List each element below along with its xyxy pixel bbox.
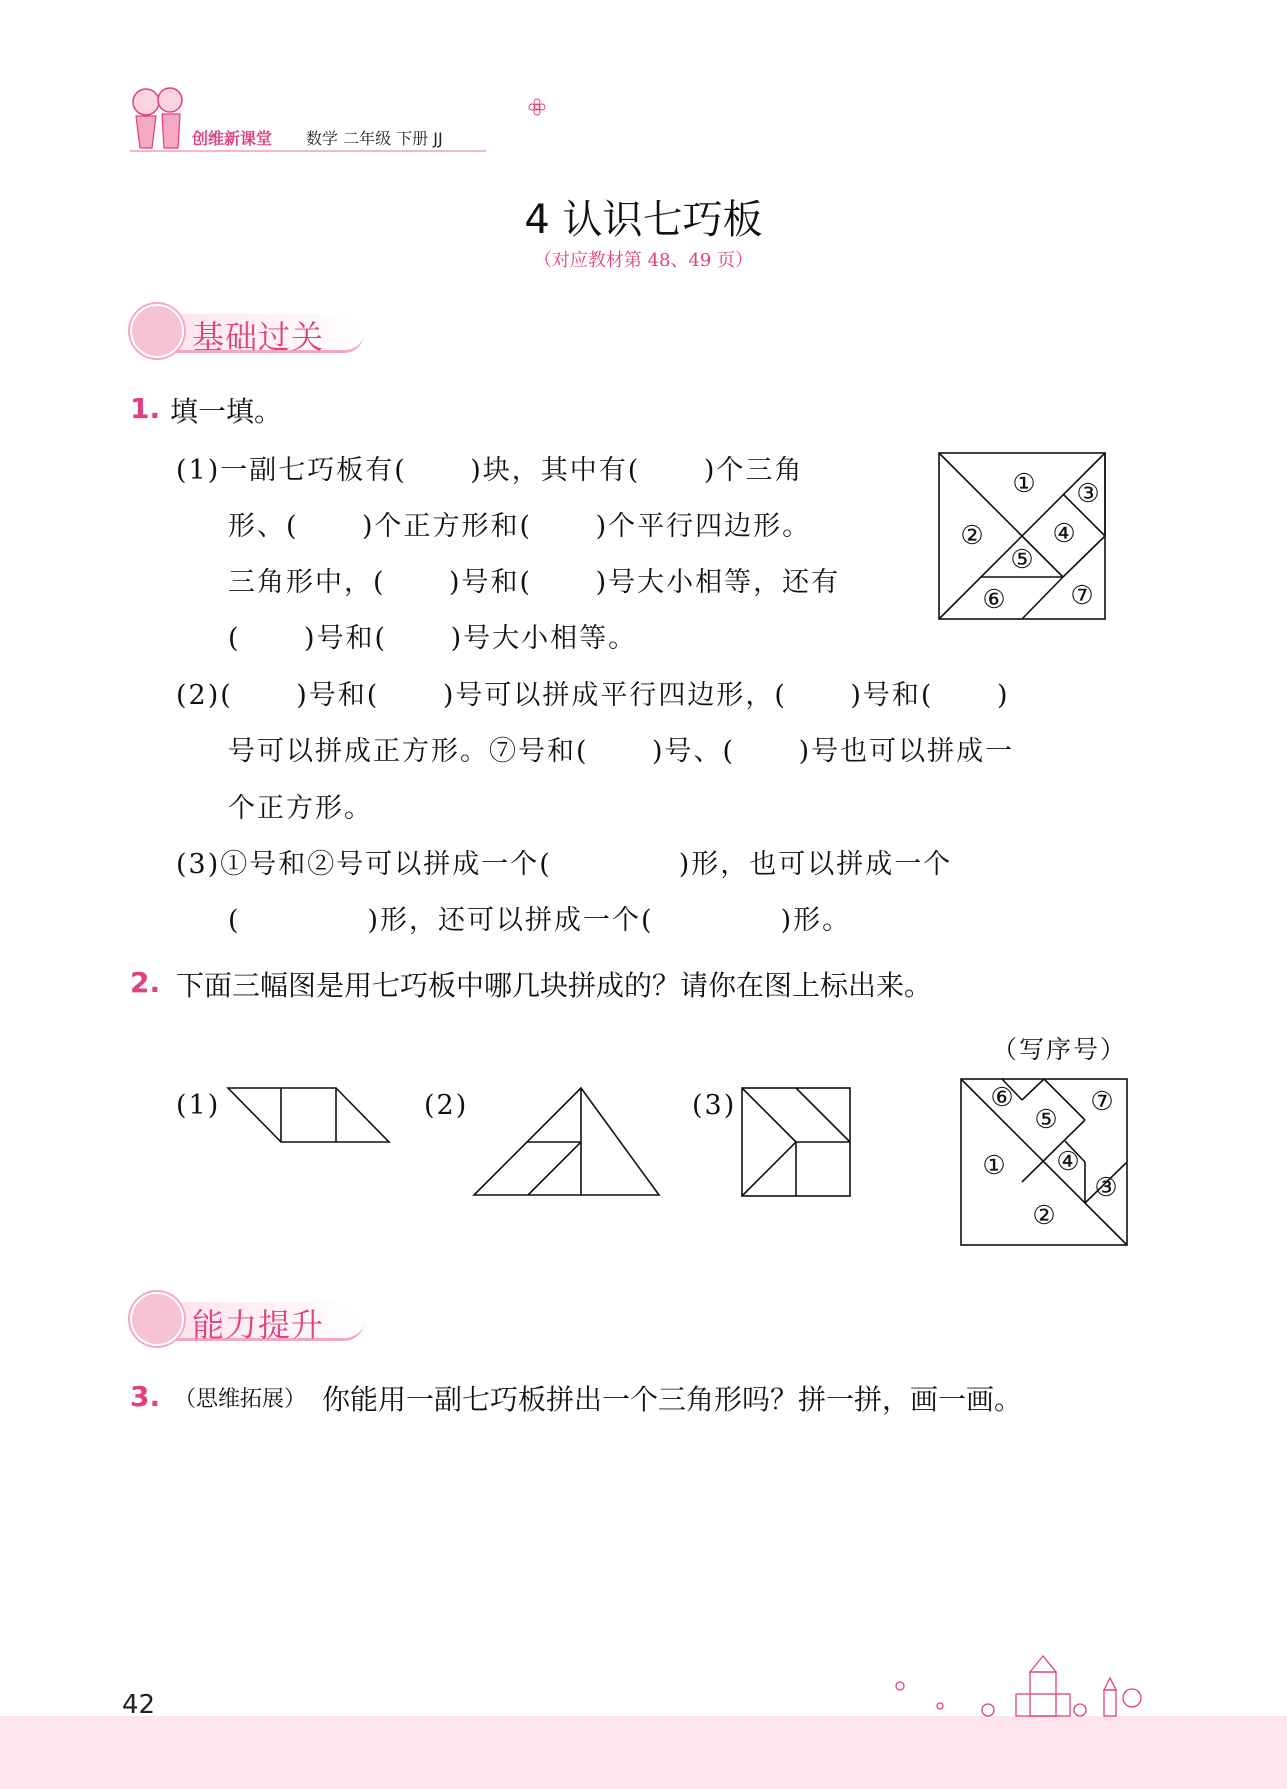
q2-note: （写序号） <box>992 1035 1128 1064</box>
shape-square-figure <box>740 1086 852 1198</box>
section-banner-advanced <box>130 1292 370 1344</box>
shape-triangle-figure <box>472 1086 664 1198</box>
shape-parallelogram-figure <box>226 1086 392 1146</box>
mascot-face-icon <box>130 1292 184 1346</box>
section-title: 基础过关 <box>192 318 325 356</box>
mascot-face-icon <box>130 304 184 358</box>
piece-label: ① <box>1012 469 1036 499</box>
page-title: 4 认识七巧板 <box>524 197 763 243</box>
piece-label: ③ <box>1076 479 1100 509</box>
q1-line: 三角形中，( )号和( )号大小相等，还有 <box>228 567 841 598</box>
piece-label: ⑦ <box>1070 581 1094 611</box>
question-number: 2. <box>130 966 161 999</box>
castle-decoration-icon <box>880 1650 1170 1720</box>
section-title: 能力提升 <box>192 1306 325 1344</box>
page-subtitle: （对应教材第 48、49 页） <box>533 250 754 271</box>
q1-line: (2)( )号和( )号可以拼成平行四边形，( )号和( ) <box>176 680 1010 711</box>
q1-line: ( )形，还可以拼成一个( )形。 <box>228 905 852 936</box>
page-number: 42 <box>122 1690 156 1720</box>
q2-sub-label: (2) <box>424 1090 469 1121</box>
flower-icon <box>528 98 546 116</box>
header-mascot-icon <box>126 80 192 154</box>
q1-line: ( )号和( )号大小相等。 <box>228 623 638 654</box>
question-text: 填一填。 <box>170 395 283 428</box>
question-text: 下面三幅图是用七巧板中哪几块拼成的？请你在图上标出来。 <box>176 969 933 1002</box>
q1-line: 个正方形。 <box>228 793 373 824</box>
piece-label: ⑤ <box>1010 545 1034 575</box>
piece-label: ③ <box>1094 1173 1118 1203</box>
header-divider <box>130 150 486 152</box>
question-tag: （思维拓展） <box>174 1387 307 1412</box>
footer-band <box>0 1716 1287 1789</box>
q2-sub-label: (3) <box>692 1090 737 1121</box>
piece-label: ⑥ <box>982 585 1006 615</box>
tangram-reference-figure <box>960 1078 1128 1246</box>
section-banner-basic <box>130 304 370 356</box>
piece-label: ① <box>982 1151 1006 1181</box>
header-info: 数学 二年级 下册 JJ <box>306 129 443 148</box>
q1-line: 形、( )个正方形和( )个平行四边形。 <box>228 511 812 542</box>
q2-sub-label: (1) <box>176 1090 221 1121</box>
q1-line: (1)一副七巧板有( )块，其中有( )个三角 <box>176 455 804 486</box>
piece-label: ② <box>960 521 984 551</box>
question-text: 你能用一副七巧板拼出一个三角形吗？拼一拼，画一画。 <box>322 1383 1023 1416</box>
piece-label: ④ <box>1056 1147 1080 1177</box>
q1-line: 号可以拼成正方形。⑦号和( )号、( )号也可以拼成一 <box>228 736 1015 767</box>
tangram-figure <box>938 452 1106 620</box>
piece-label: ⑥ <box>990 1083 1014 1113</box>
question-number: 1. <box>130 392 161 425</box>
piece-label: ⑦ <box>1090 1087 1114 1117</box>
question-number: 3. <box>130 1380 161 1413</box>
piece-label: ⑤ <box>1034 1105 1058 1135</box>
header-brand: 创维新课堂 <box>192 129 273 148</box>
q1-line: (3)①号和②号可以拼成一个( )形，也可以拼成一个 <box>176 849 953 880</box>
piece-label: ④ <box>1052 519 1076 549</box>
piece-label: ② <box>1032 1201 1056 1231</box>
